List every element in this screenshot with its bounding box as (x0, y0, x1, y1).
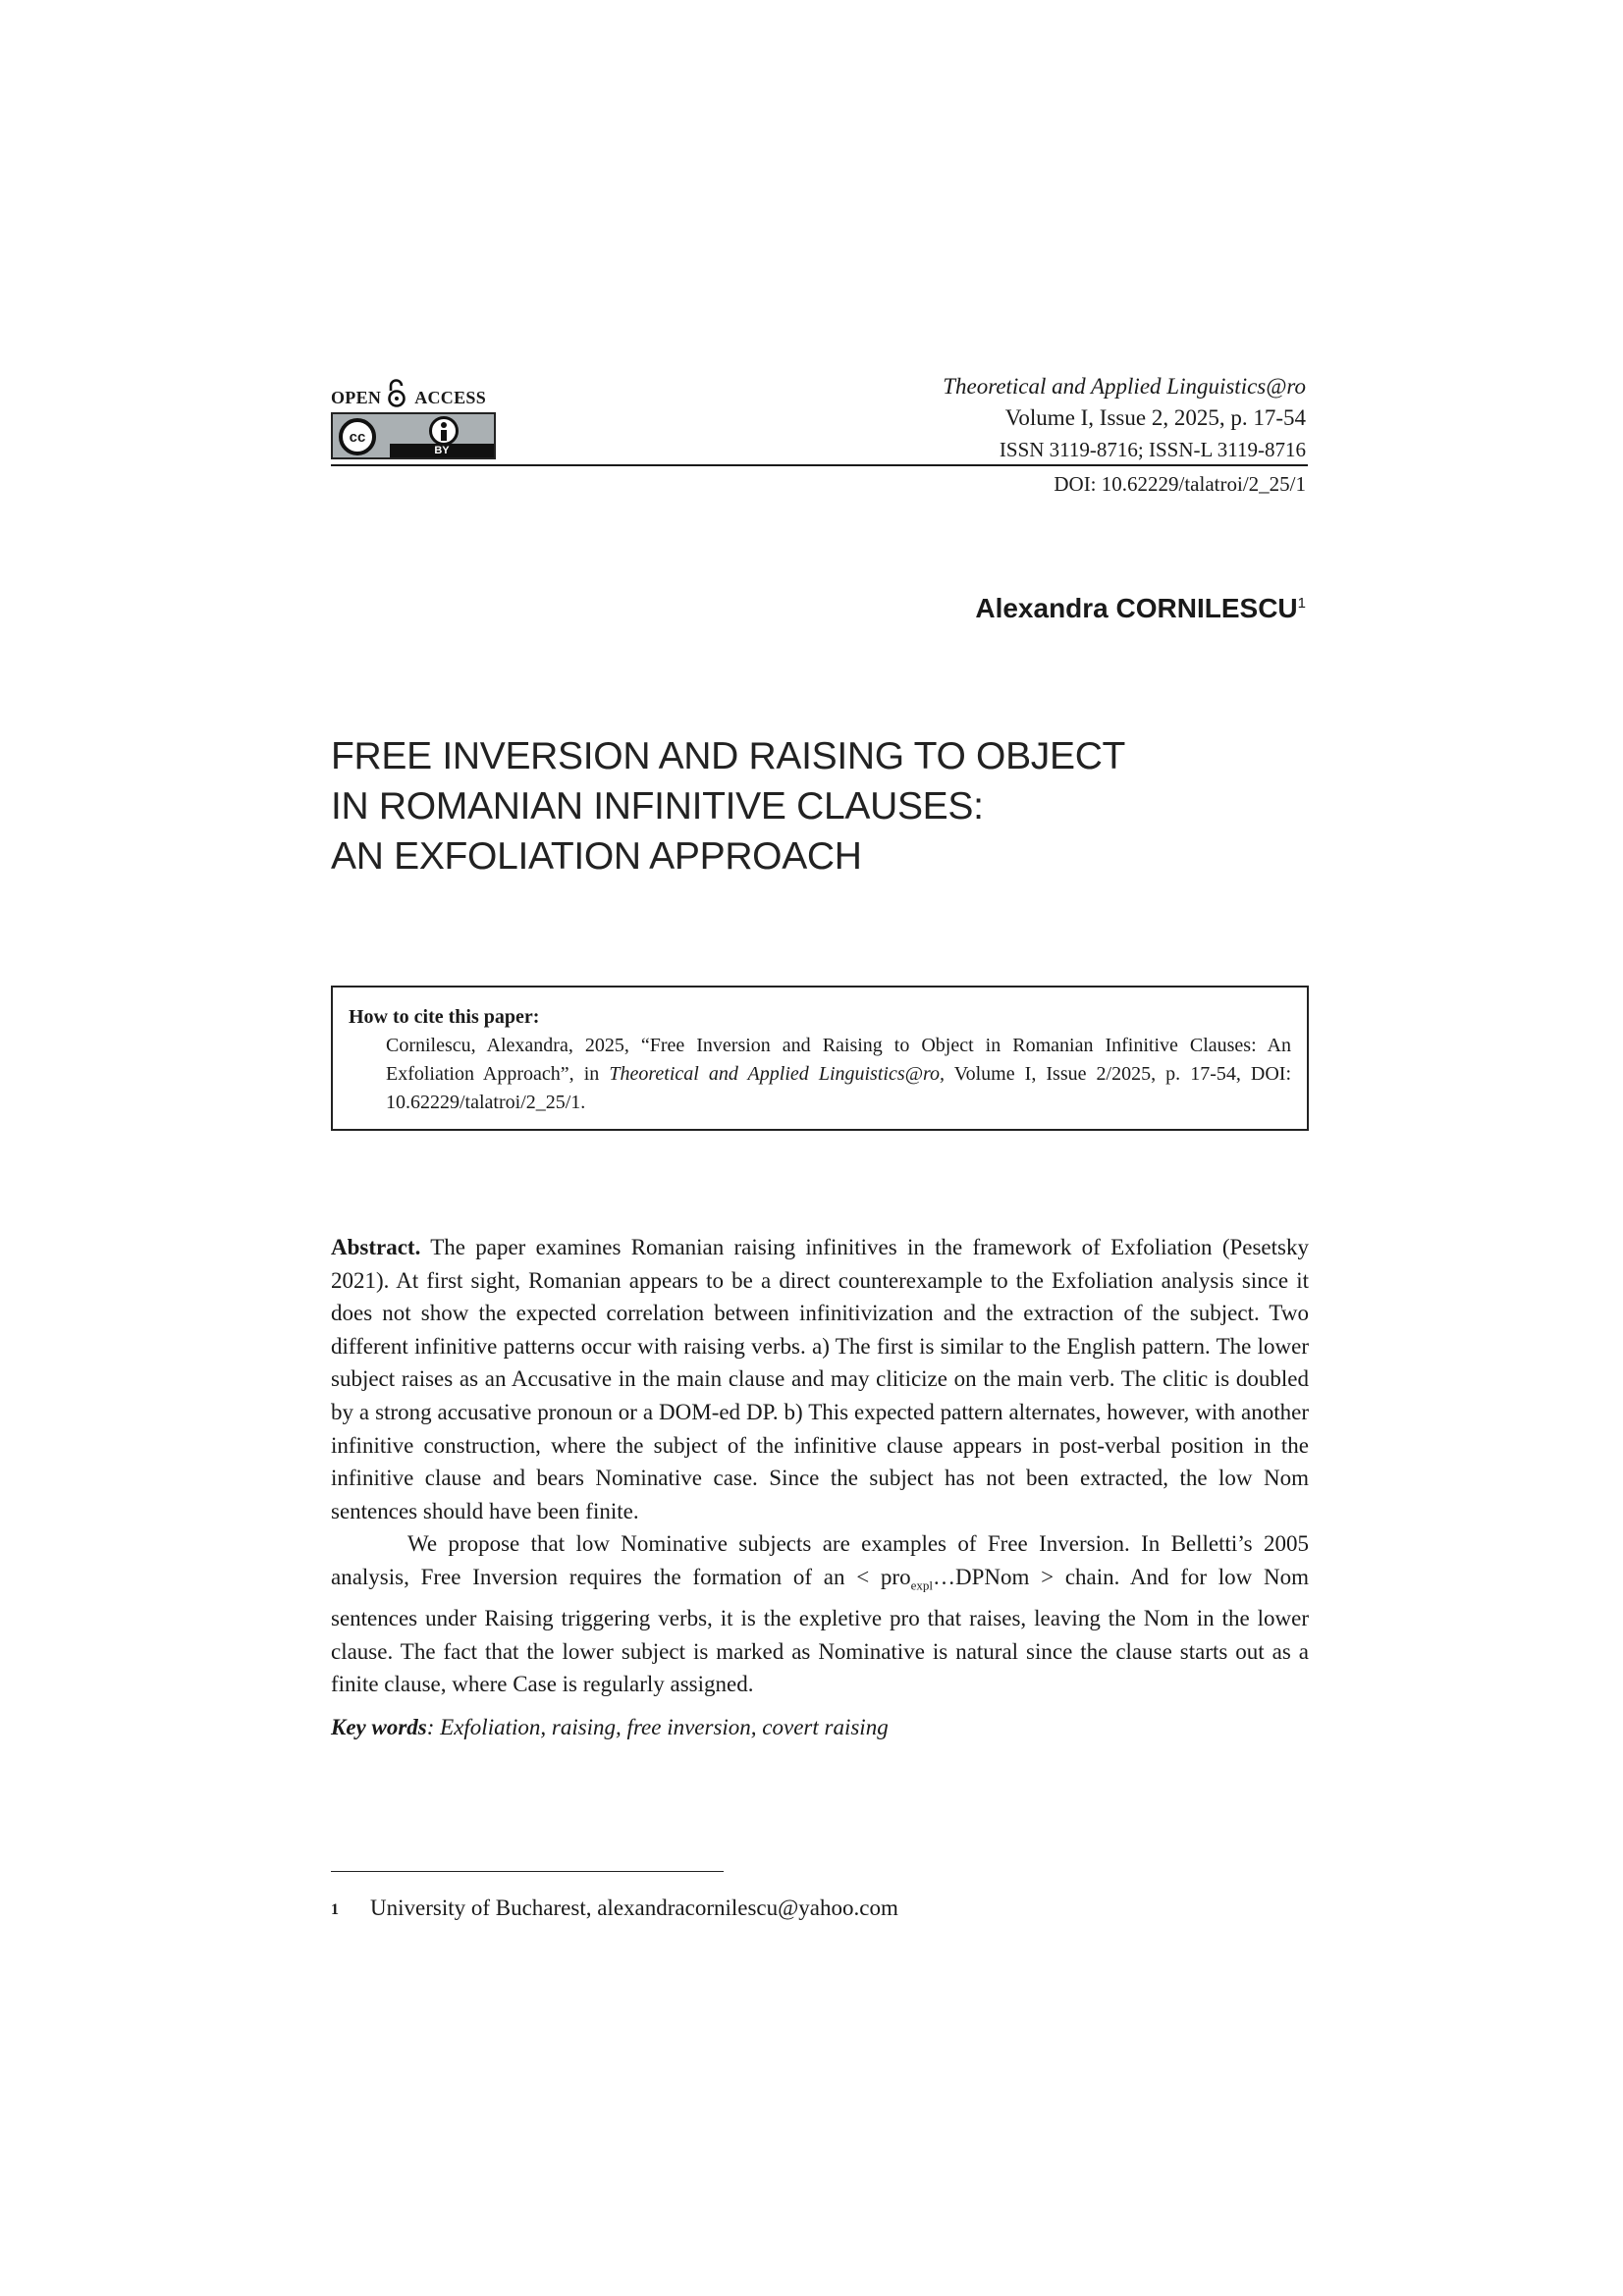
keywords-label: Key words (331, 1714, 427, 1739)
cc-by-license-badge (331, 412, 496, 459)
open-access-access-text: ACCESS (414, 388, 487, 407)
footnote-text: University of Bucharest, alexandracornilescu@yahoo.com (370, 1896, 898, 1920)
abstract-label: Abstract. (331, 1235, 421, 1259)
abstract-text-1: The paper examines Romanian raising infinitives in the framework of Exfoliation (Pesetsky 2021). At first sight, Romanian appears to be a direct counterexample to the Exfoliation analysis since it does not show the expected correlation between infinitivization and the extraction of the subject. Two different infinitive patterns occur with raising verbs. a) The first is similar to the English pattern. The lower subject raises as an Accusative in the main clause and may cliticize on the main verb. The clitic is doubled by a strong accusative pronoun or a DOM-ed DP. b) This expected pattern alternates, however, with another infinitive construction, where the subject of the infinitive clause appears in post-verbal position in the infinitive clause and bears Nominative case. Since the subject has not been extracted, the low Nom sentences should have been finite. (331, 1235, 1309, 1523)
header-divider (331, 464, 1308, 466)
author-name-text: Alexandra CORNILESCU (975, 593, 1298, 623)
abstract-subscript: expl (910, 1577, 933, 1593)
open-access-open-text: OPEN (331, 388, 382, 407)
citation-label: How to cite this paper: (349, 1006, 540, 1028)
abstract-text-2a: We propose that low Nominative subjects are examples of Free Inversion. In Belletti’s 2005 analysis, Free Inversion requires the formation of an < pro (331, 1531, 1309, 1589)
paper-title-line: FREE INVERSION AND RAISING TO OBJECT (331, 735, 1126, 777)
abstract-paragraph-1 (331, 1231, 1309, 1527)
paper-title (331, 731, 1125, 881)
footnote-divider (331, 1871, 724, 1872)
keywords (331, 1711, 1309, 1744)
journal-doi: DOI: 10.62229/talatroi/2_25/1 (1054, 472, 1306, 496)
author-name (975, 593, 1306, 624)
keywords-list: : Exfoliation, raising, free inversion, covert raising (426, 1714, 889, 1739)
citation-box (331, 986, 1309, 1131)
open-access-label (331, 377, 498, 408)
cc-by-label: BY (390, 444, 494, 457)
creative-commons-icon: cc (339, 418, 376, 455)
journal-info (943, 371, 1306, 465)
author-footnote-mark: 1 (1297, 595, 1306, 612)
open-access-lock-icon (387, 379, 406, 408)
journal-volume: Volume I, Issue 2, 2025, p. 17-54 (1004, 405, 1306, 430)
attribution-person-icon (429, 416, 459, 446)
abstract-paragraph-2 (331, 1527, 1309, 1701)
abstract-section (331, 1231, 1309, 1744)
abstract-text-2b: …DPNom > chain. And for low Nom sentences under Raising triggering verbs, it is the expletive pro that raises, leaving the Nom in the lower clause. The fact that the lower subject is marked as Nominative is natural since the clause starts out as a finite clause, where Case is regularly assigned. (331, 1564, 1309, 1697)
citation-text-before: Cornilescu, Alexandra, 2025, “Free Inversion and Raising to Object in Romanian Infinitive Clauses: An Exfoliation Approach”, in (386, 1035, 1291, 1085)
citation-journal: Theoretical and Applied Linguistics@ro, (609, 1063, 946, 1085)
paper-title-line: AN EXFOLIATION APPROACH (331, 835, 862, 878)
footnote-number: 1 (331, 1901, 339, 1918)
citation-text-after: Volume I, Issue 2/2025, p. 17-54, DOI: 10.62229/talatroi/2_25/1. (386, 1063, 1292, 1113)
footnote (331, 1893, 898, 1924)
journal-title: Theoretical and Applied Linguistics@ro (943, 374, 1306, 399)
journal-issn: ISSN 3119-8716; ISSN-L 3119-8716 (999, 438, 1306, 461)
paper-title-line: IN ROMANIAN INFINITIVE CLAUSES: (331, 785, 984, 828)
open-access-block (331, 377, 498, 459)
citation-text (349, 1032, 1291, 1117)
